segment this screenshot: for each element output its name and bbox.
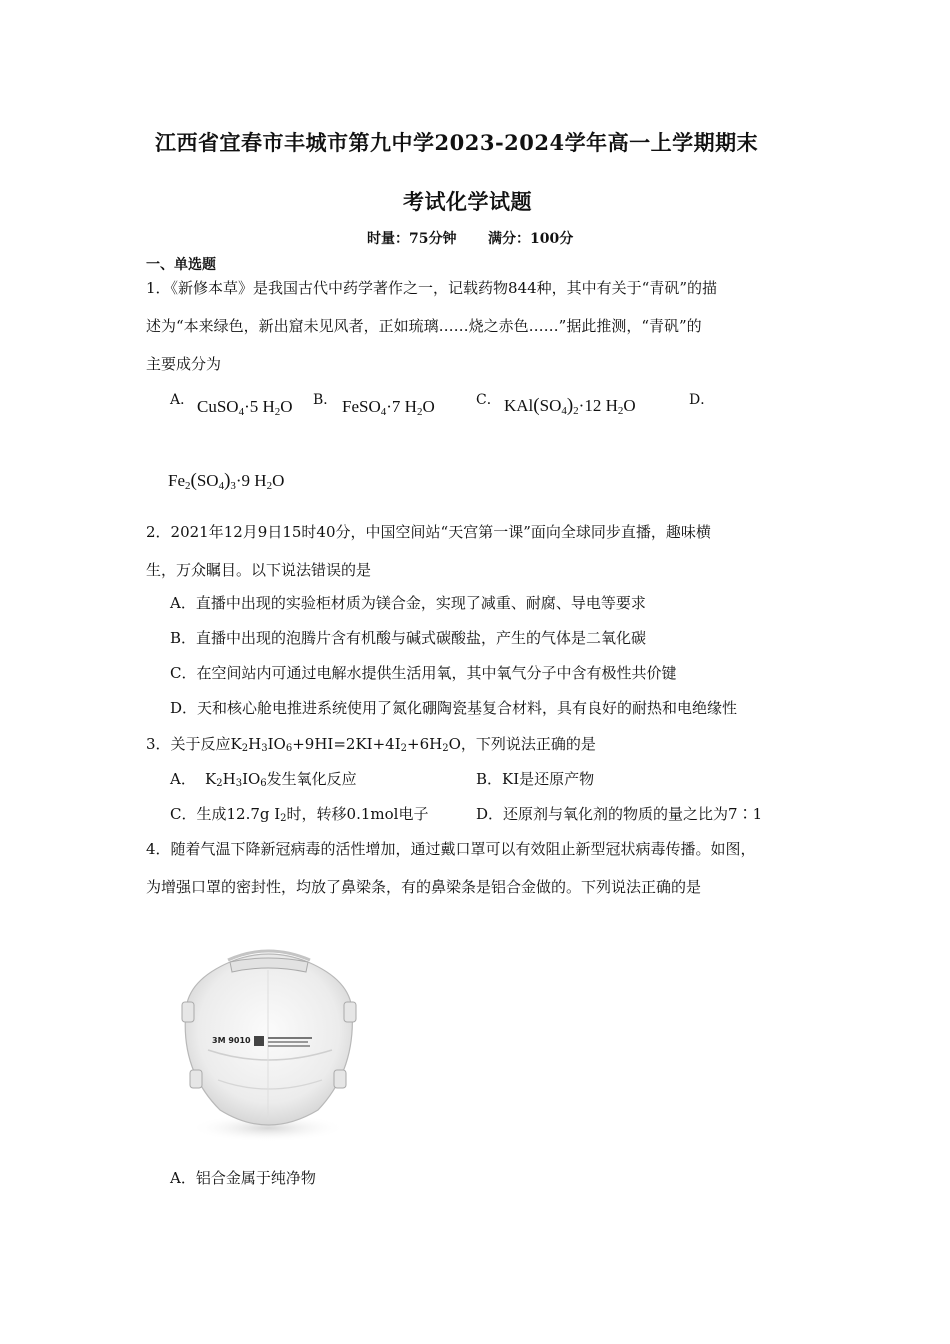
q3-option-a: $K_2H_3IO_6$发生氧化反应	[205, 770, 357, 789]
q3-option-a-label: A．	[170, 770, 196, 788]
q1-line1: 1．《新修本草》是我国古代中药学著作之一，记载药物844种，其中有关于“青矾”的描	[146, 279, 718, 297]
q1-option-c-label: C．	[476, 392, 501, 408]
q3-option-d: D．还原剂与氧化剂的物质的量之比为7∶1	[476, 805, 763, 823]
mask-brand-label: 3M 9010	[212, 1036, 251, 1045]
q2-option-c: C．在空间站内可通过电解水提供生活用氧，其中氧气分子中含有极性共价键	[170, 664, 677, 682]
page-title-line1: 江西省宜春市丰城市第九中学2023-2024学年高一上学期期末	[155, 130, 759, 155]
q3-option-b: B．KI是还原产物	[476, 770, 595, 788]
q4-line1: 4．随着气温下降新冠病毒的活性增加，通过戴口罩可以有效阻止新型冠状病毒传播。如图，	[146, 840, 756, 858]
q3-option-c: C．生成12.7g $I_2$时，转移0.1mol电子	[170, 805, 429, 824]
page-title-line2: 考试化学试题	[403, 189, 532, 214]
section-heading: 一、单选题	[146, 257, 216, 273]
exam-score: 满分：100分	[488, 231, 574, 247]
q1-option-c: $KAl(SO_4)_2\cdot 12$ $H_2O$	[504, 395, 636, 417]
exam-time: 时量：75分钟	[367, 231, 457, 247]
q1-option-a-label: A．	[170, 392, 195, 408]
q2-option-d: D．天和核心舱电推进系统使用了氮化硼陶瓷基复合材料，具有良好的耐热和电绝缘性	[170, 699, 738, 717]
q2-option-a: A．直播中出现的实验柜材质为镁合金，实现了减重、耐腐、导电等要求	[170, 594, 646, 612]
q1-line2: 述为“本来绿色，新出窟未见风者，正如琉璃……烧之赤色……”据此推测，“青矾”的	[146, 317, 702, 335]
q1-option-a: CuSO$_4$·5 $H_2O$	[197, 397, 293, 418]
q2-line2: 生，万众瞩目。以下说法错误的是	[146, 561, 372, 579]
mask-image	[168, 940, 368, 1145]
q4-line2: 为增强口罩的密封性，均放了鼻梁条，有的鼻梁条是铝合金做的。下列说法正确的是	[146, 878, 702, 896]
q1-option-b: FeSO$_4$·7 $H_2O$	[342, 397, 435, 418]
q1-option-d-label: D．	[689, 392, 715, 408]
q1-option-d: $Fe_2(SO_4)_3\cdot 9$ $H_2O$	[168, 470, 285, 492]
q1-line3: 主要成分为	[146, 355, 222, 373]
q3-stem: 3．关于反应$K_2H_3IO_6+9HI=2KI+4I_2+6H_2O$，下列说法正确的是	[146, 735, 596, 754]
q1-option-b-label: B．	[313, 392, 338, 408]
q2-option-b: B．直播中出现的泡腾片含有机酸与碱式碳酸盐，产生的气体是二氧化碳	[170, 629, 647, 647]
q2-line1: 2．2021年12月9日15时40分，中国空间站“天宫第一课”面向全球同步直播，趣味横	[146, 523, 711, 541]
q4-option-a: A．铝合金属于纯净物	[170, 1169, 316, 1187]
